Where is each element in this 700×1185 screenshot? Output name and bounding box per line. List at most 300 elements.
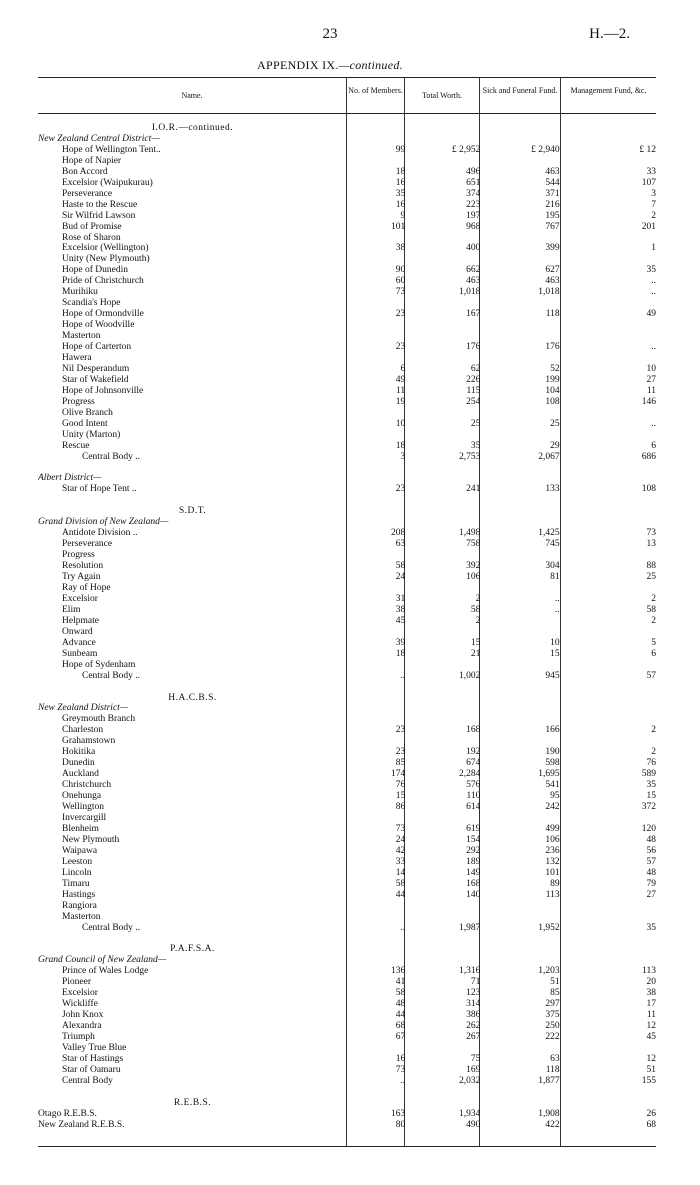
- members-cell: [347, 583, 405, 594]
- sick-fund-cell: ..: [554, 593, 560, 604]
- total-worth-cell: 167: [466, 309, 481, 320]
- empty-cell: [347, 517, 405, 528]
- members-cell: 35: [395, 188, 406, 199]
- management-fund-cell: 155: [641, 1075, 656, 1086]
- sick-fund-cell: [480, 408, 559, 419]
- society-name: Dunedin: [62, 758, 95, 769]
- page-number: 23: [322, 26, 338, 42]
- sick-fund-cell: 627: [545, 265, 560, 276]
- members-cell: 68: [395, 1021, 406, 1032]
- sick-fund-cell: 106: [545, 834, 560, 845]
- members-cell: 45: [395, 615, 406, 626]
- table-row: [38, 309, 656, 320]
- management-fund-cell: 589: [641, 769, 656, 780]
- table-row: [38, 868, 656, 879]
- table-row: [38, 999, 656, 1010]
- management-fund-cell: [560, 912, 656, 923]
- sick-fund-cell: [480, 714, 559, 725]
- society-name: Triumph: [62, 1032, 95, 1043]
- management-fund-cell: 12: [646, 1021, 656, 1032]
- col-header-name: Name.: [181, 91, 203, 100]
- total-worth-cell: 374: [466, 188, 481, 199]
- sick-fund-cell: [480, 156, 559, 167]
- society-name: Greymouth Branch: [62, 714, 136, 725]
- empty-cell: [347, 955, 405, 966]
- table-row: [38, 966, 656, 977]
- table-row: [38, 780, 656, 791]
- empty-cell: [405, 944, 480, 955]
- sick-fund-cell: 767: [545, 221, 560, 232]
- society-name: Unity (Marton): [62, 429, 121, 440]
- society-name: Hope of Dunedin: [62, 265, 128, 276]
- members-cell: [347, 254, 405, 265]
- members-cell: 24: [395, 572, 406, 583]
- sick-fund-cell: [480, 912, 559, 923]
- sick-fund-cell: 132: [545, 856, 560, 867]
- district-heading-row: [38, 134, 656, 145]
- empty-cell: [480, 955, 559, 966]
- total-worth-cell: 490: [466, 1119, 481, 1130]
- table-row: [38, 178, 656, 189]
- sick-fund-cell: 1,695: [538, 769, 560, 780]
- management-fund-cell: 6: [651, 648, 656, 659]
- society-name: Leeston: [62, 856, 93, 867]
- society-name: Excelsior (Wellington): [62, 243, 149, 254]
- sick-fund-cell: [480, 298, 559, 309]
- table-row: [38, 265, 656, 276]
- society-name: Olive Branch: [62, 407, 113, 418]
- society-name: Otago R.E.B.S.: [38, 1108, 97, 1119]
- society-name: Good Intent: [62, 418, 108, 429]
- table-row: [38, 145, 656, 156]
- society-name: Rangiora: [62, 900, 97, 911]
- members-cell: 58: [395, 561, 406, 572]
- management-fund-cell: 2: [651, 593, 656, 604]
- sick-fund-cell: 176: [545, 342, 560, 353]
- society-name: Masterton: [62, 331, 101, 342]
- sick-fund-cell: ..: [554, 604, 560, 615]
- sick-fund-cell: 15: [550, 648, 560, 659]
- sick-fund-cell: 399: [545, 243, 560, 254]
- total-worth-cell: 241: [466, 484, 481, 495]
- sick-fund-cell: 422: [545, 1119, 560, 1130]
- management-fund-cell: 2: [651, 210, 656, 221]
- table-row: [38, 583, 656, 594]
- empty-cell: [560, 682, 656, 693]
- empty-cell: [560, 134, 656, 145]
- empty-cell: [560, 495, 656, 506]
- sick-fund-cell: 463: [545, 166, 560, 177]
- management-fund-cell: 68: [646, 1119, 656, 1130]
- management-fund-cell: 11: [646, 1010, 656, 1021]
- members-cell: [347, 736, 405, 747]
- sick-fund-cell: 118: [545, 1064, 560, 1075]
- sick-fund-cell: 1,952: [538, 922, 560, 933]
- members-cell: [347, 714, 405, 725]
- empty-cell: [347, 944, 405, 955]
- friendly-societies-table: [38, 123, 656, 1131]
- empty-cell: [347, 1098, 405, 1109]
- society-name: Wellington: [62, 802, 104, 813]
- empty-cell: [38, 1087, 347, 1098]
- management-fund-cell: 33: [646, 166, 656, 177]
- members-cell: 48: [395, 999, 406, 1010]
- members-cell: 67: [395, 1032, 406, 1043]
- empty-cell: [38, 682, 347, 693]
- management-fund-cell: 15: [646, 791, 656, 802]
- management-fund-cell: [560, 1043, 656, 1054]
- table-row: [38, 813, 656, 824]
- sick-fund-cell: 250: [545, 1021, 560, 1032]
- society-name: Prince of Wales Lodge: [62, 966, 149, 977]
- management-fund-cell: 2: [651, 615, 656, 626]
- members-cell: [347, 627, 405, 638]
- members-cell: 101: [390, 221, 406, 232]
- society-name: New Zealand R.E.B.S.: [38, 1119, 125, 1130]
- empty-cell: [405, 933, 480, 944]
- total-worth-cell: 400: [466, 243, 481, 254]
- sick-fund-cell: 29: [550, 440, 560, 451]
- total-worth-cell: 1,316: [459, 966, 481, 977]
- sick-fund-cell: 25: [550, 418, 560, 429]
- empty-cell: [405, 473, 480, 484]
- empty-cell: [38, 933, 347, 944]
- society-name: Antidote Division ..: [62, 528, 138, 539]
- society-name: New Plymouth: [62, 834, 120, 845]
- management-fund-cell: [560, 583, 656, 594]
- management-fund-cell: 38: [646, 988, 656, 999]
- sick-fund-cell: 190: [545, 747, 560, 758]
- management-fund-cell: 35: [646, 265, 656, 276]
- sick-fund-cell: 544: [545, 177, 560, 188]
- table-row: [38, 528, 656, 539]
- members-cell: 76: [395, 780, 406, 791]
- spacer-row: [38, 495, 656, 506]
- total-worth-cell: 223: [466, 199, 481, 210]
- empty-cell: [347, 463, 405, 474]
- table-row: [38, 977, 656, 988]
- management-fund-cell: 108: [641, 484, 656, 495]
- management-fund-cell: 35: [646, 922, 656, 933]
- spacer-row: [38, 463, 656, 474]
- sick-fund-cell: 1,018: [538, 287, 560, 298]
- table-row: [38, 243, 656, 254]
- total-worth-cell: 226: [466, 374, 481, 385]
- management-fund-cell: [560, 408, 656, 419]
- empty-cell: [480, 495, 559, 506]
- sick-fund-cell: 1,908: [538, 1108, 560, 1119]
- members-cell: 15: [395, 791, 406, 802]
- society-name: Invercargill: [62, 813, 107, 823]
- members-cell: [347, 298, 405, 309]
- total-worth-cell: 619: [466, 823, 481, 834]
- members-cell: 73: [395, 287, 406, 298]
- sick-fund-cell: 216: [545, 199, 560, 210]
- total-worth-cell: £ 2,952: [451, 144, 481, 155]
- management-fund-cell: 88: [646, 561, 656, 572]
- sick-fund-cell: [480, 430, 559, 441]
- table-row: [38, 714, 656, 725]
- sick-fund-cell: 945: [545, 670, 560, 681]
- society-name: Waipawa: [62, 845, 98, 856]
- col-header-mgmt: Management Fund, &c.: [570, 86, 647, 95]
- document-reference: H.—2.: [589, 26, 630, 42]
- sick-fund-cell: 375: [545, 1010, 560, 1021]
- total-worth-cell: [405, 736, 480, 747]
- management-fund-cell: [560, 254, 656, 265]
- empty-cell: [480, 682, 559, 693]
- society-name: Onehunga: [62, 791, 102, 802]
- empty-cell: [405, 1087, 480, 1098]
- total-worth-cell: [405, 233, 480, 244]
- members-cell: [347, 331, 405, 342]
- society-name: Elim: [62, 604, 81, 615]
- total-worth-cell: 106: [466, 572, 481, 583]
- society-name: Alexandra: [62, 1021, 102, 1032]
- table-row: [38, 572, 656, 583]
- management-fund-cell: 686: [641, 451, 656, 462]
- society-name: Progress: [62, 550, 95, 561]
- table-row: [38, 189, 656, 200]
- empty-cell: [38, 495, 347, 506]
- empty-cell: [405, 495, 480, 506]
- section-heading: R.E.B.S.: [173, 1097, 212, 1108]
- total-worth-cell: 115: [466, 385, 481, 396]
- empty-cell: [347, 473, 405, 484]
- empty-cell: [347, 693, 405, 704]
- members-cell: [347, 156, 405, 167]
- total-worth-cell: 192: [466, 747, 481, 758]
- table-row: [38, 1021, 656, 1032]
- society-name: Excelsior: [62, 988, 98, 999]
- table-row: [38, 430, 656, 441]
- total-worth-cell: [405, 353, 480, 364]
- sick-fund-cell: 108: [545, 396, 560, 407]
- sick-fund-cell: 297: [545, 999, 560, 1010]
- sick-fund-cell: 541: [545, 780, 560, 791]
- total-worth-cell: 2,284: [459, 769, 481, 780]
- society-name: Scandia's Hope: [62, 298, 121, 309]
- table-row: [38, 1010, 656, 1021]
- society-name: Hokitika: [62, 747, 96, 758]
- management-fund-cell: [560, 156, 656, 167]
- sick-fund-cell: 133: [545, 484, 560, 495]
- table-row: [38, 452, 656, 463]
- table-row: [38, 824, 656, 835]
- management-fund-cell: ..: [651, 342, 656, 353]
- empty-cell: [480, 463, 559, 474]
- total-worth-cell: 140: [466, 889, 481, 900]
- empty-cell: [480, 506, 559, 517]
- management-fund-cell: 58: [646, 604, 656, 615]
- empty-cell: [480, 517, 559, 528]
- members-cell: 60: [395, 276, 406, 287]
- table-row: [38, 419, 656, 430]
- sick-fund-cell: 236: [545, 845, 560, 856]
- district-heading-row: [38, 517, 656, 528]
- society-name: Advance: [62, 637, 96, 648]
- total-worth-cell: [405, 430, 480, 441]
- members-cell: [347, 912, 405, 923]
- header-top-rule: [38, 77, 656, 78]
- sick-fund-cell: 89: [550, 878, 560, 889]
- empty-cell: [480, 1087, 559, 1098]
- members-cell: 86: [395, 802, 406, 813]
- members-cell: 49: [395, 374, 406, 385]
- empty-cell: [560, 473, 656, 484]
- management-fund-cell: ..: [651, 418, 656, 429]
- total-worth-cell: 2,032: [459, 1075, 481, 1086]
- total-worth-cell: [405, 1043, 480, 1054]
- sick-fund-cell: 118: [545, 309, 560, 320]
- members-cell: 16: [395, 177, 406, 188]
- members-cell: 44: [395, 1010, 406, 1021]
- table-row: [38, 298, 656, 309]
- empty-cell: [347, 123, 405, 134]
- table-row: [38, 988, 656, 999]
- society-name: Excelsior: [62, 593, 98, 604]
- empty-cell: [405, 506, 480, 517]
- total-worth-cell: 1,002: [459, 670, 481, 681]
- section-heading-row: [38, 1098, 656, 1109]
- society-name: Auckland: [62, 769, 99, 780]
- section-heading: I.O.R.—continued.: [151, 123, 234, 133]
- society-name: Hope of Wellington Tent..: [62, 144, 161, 155]
- empty-cell: [480, 693, 559, 704]
- society-name: Star of Hope Tent ..: [62, 484, 137, 495]
- table-row: [38, 638, 656, 649]
- members-cell: 3: [400, 451, 406, 462]
- society-name: Valley True Blue: [62, 1043, 127, 1053]
- table-row: [38, 211, 656, 222]
- table-row: [38, 912, 656, 923]
- table-row: [38, 276, 656, 287]
- society-name: Unity (New Plymouth): [62, 254, 150, 265]
- table-row: [38, 386, 656, 397]
- society-name: Bud of Promise: [62, 221, 122, 232]
- total-worth-cell: 968: [466, 221, 481, 232]
- society-name: Timaru: [62, 878, 90, 889]
- society-name: Onward: [62, 626, 93, 637]
- management-fund-cell: [560, 331, 656, 342]
- members-cell: 42: [395, 845, 406, 856]
- total-worth-cell: 62: [470, 363, 481, 374]
- total-worth-cell: [405, 627, 480, 638]
- management-fund-cell: 6: [651, 440, 656, 451]
- society-name: Hope of Napier: [62, 155, 122, 166]
- members-cell: 163: [390, 1108, 406, 1119]
- sick-fund-cell: 598: [545, 758, 560, 769]
- management-fund-cell: 372: [641, 802, 656, 813]
- management-fund-cell: 45: [646, 1032, 656, 1043]
- management-fund-cell: 35: [646, 780, 656, 791]
- spacer-row: [38, 1087, 656, 1098]
- society-name: Grahamstown: [62, 736, 116, 747]
- empty-cell: [347, 682, 405, 693]
- table-row: [38, 649, 656, 660]
- total-worth-cell: 168: [466, 725, 481, 736]
- members-cell: 41: [395, 977, 406, 988]
- members-cell: 19: [395, 396, 406, 407]
- sick-fund-cell: 195: [545, 210, 560, 221]
- table-row: [38, 846, 656, 857]
- members-cell: 99: [395, 144, 406, 155]
- society-name: Star of Wakefield: [62, 374, 129, 385]
- empty-cell: [560, 693, 656, 704]
- table-row: [38, 594, 656, 605]
- members-cell: 16: [395, 1053, 406, 1064]
- empty-cell: [405, 134, 480, 145]
- management-fund-cell: 13: [646, 539, 656, 550]
- sick-fund-cell: 199: [545, 374, 560, 385]
- table-row: [38, 857, 656, 868]
- empty-cell: [347, 506, 405, 517]
- society-name: Star of Hastings: [62, 1053, 124, 1064]
- empty-cell: [480, 703, 559, 714]
- appendix-title-main: APPENDIX IX.: [257, 58, 339, 72]
- members-cell: 136: [390, 966, 406, 977]
- management-fund-cell: [560, 233, 656, 244]
- spacer-row: [38, 682, 656, 693]
- society-name: Hope of Sydenham: [62, 659, 136, 670]
- empty-cell: [347, 933, 405, 944]
- table-row: [38, 791, 656, 802]
- empty-cell: [405, 1098, 480, 1109]
- district-name: Grand Division of New Zealand—: [38, 517, 169, 528]
- management-fund-cell: 146: [641, 396, 656, 407]
- management-fund-cell: 73: [646, 528, 656, 539]
- society-name: Hope of Ormondville: [62, 309, 144, 320]
- management-fund-cell: 25: [646, 572, 656, 583]
- table-row: [38, 550, 656, 561]
- society-name: Central Body ..: [82, 451, 141, 462]
- management-fund-cell: 3: [651, 188, 656, 199]
- total-worth-cell: 110: [466, 791, 481, 802]
- management-fund-cell: [560, 550, 656, 561]
- sick-fund-cell: 85: [550, 988, 560, 999]
- total-worth-cell: 496: [466, 166, 481, 177]
- total-worth-cell: 386: [466, 1010, 481, 1021]
- district-heading-row: [38, 703, 656, 714]
- society-name: Christchurch: [62, 780, 112, 791]
- table-row: [38, 1120, 656, 1131]
- sick-fund-cell: [480, 1043, 559, 1054]
- society-name: Hastings: [62, 889, 96, 900]
- empty-cell: [560, 463, 656, 474]
- members-cell: 208: [390, 528, 406, 539]
- management-fund-cell: 57: [646, 670, 656, 681]
- sick-fund-cell: 371: [545, 188, 560, 199]
- members-cell: ..: [400, 1075, 406, 1086]
- society-name: Pride of Christchurch: [62, 276, 144, 287]
- section-heading: S.D.T.: [178, 506, 207, 517]
- total-worth-cell: 169: [466, 1064, 481, 1075]
- members-cell: 38: [395, 243, 406, 254]
- empty-cell: [405, 955, 480, 966]
- total-worth-cell: [405, 912, 480, 923]
- society-name: Sunbeam: [62, 648, 98, 659]
- sick-fund-cell: 10: [550, 637, 560, 648]
- sick-fund-cell: £ 2,940: [531, 144, 560, 155]
- members-cell: 174: [390, 769, 406, 780]
- total-worth-cell: [405, 550, 480, 561]
- empty-cell: [38, 463, 347, 474]
- empty-cell: [347, 134, 405, 145]
- table-row: [38, 364, 656, 375]
- members-cell: 11: [396, 385, 406, 396]
- table-row: [38, 353, 656, 364]
- society-name: Sir Wilfrid Lawson: [62, 210, 136, 221]
